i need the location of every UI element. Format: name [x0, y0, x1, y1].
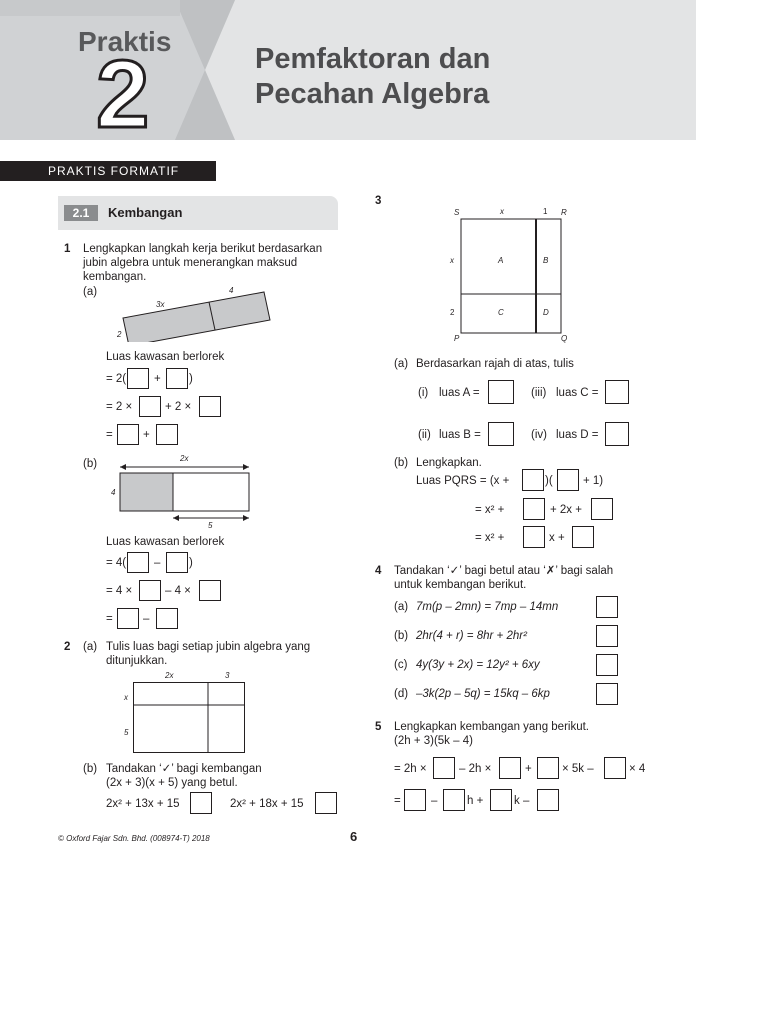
q1a-answer-box-3[interactable] — [139, 396, 161, 417]
q4-line1: Tandakan ‘✓’ bagi betul atau ‘✗’ bagi salah — [394, 565, 614, 577]
q5-row1-b: – 2h × — [459, 763, 492, 775]
q1a-answer-box-1[interactable] — [127, 368, 149, 389]
q3-corner-R: R — [561, 208, 567, 217]
q3b-line1-end: + 1) — [583, 475, 604, 487]
q2a-side-label-5: 5 — [124, 728, 129, 737]
q2b-line2: (2x + 3)(x + 5) yang betul. — [106, 777, 238, 789]
q2b-checkbox-1[interactable] — [190, 792, 212, 814]
q2-number: 2 — [64, 641, 71, 653]
q4-number: 4 — [375, 565, 382, 577]
q3a-iv-label: (iv) — [531, 429, 547, 441]
q1a-step2-prefix: = 2 × — [106, 401, 133, 413]
q4-line2: untuk kembangan berikut. — [394, 579, 527, 591]
q3-region-A: A — [498, 256, 504, 265]
q4a-label: (a) — [394, 601, 409, 613]
q3a-i-text: luas A = — [439, 387, 480, 399]
q3b-answer-box-2[interactable] — [557, 469, 579, 491]
q5-row2-d: k – — [514, 795, 530, 807]
q1a-step1-mid: + — [154, 373, 161, 385]
q4a-text: 7m(p – 2mn) = 7mp – 14mn — [416, 601, 559, 613]
q1-instruction-line2: jubin algebra untuk menerangkan maksud — [83, 257, 298, 269]
q5-row2-box-2[interactable] — [443, 789, 465, 811]
q1-number: 1 — [64, 243, 71, 255]
q3-corner-P: P — [454, 334, 460, 343]
q3-side-label-x: x — [450, 256, 454, 265]
q1b-answer-box-5[interactable] — [117, 608, 139, 629]
q1a-step2-mid: + 2 × — [165, 401, 192, 413]
q1b-top-label: 2x — [180, 454, 189, 463]
q3-region-C: C — [498, 308, 504, 317]
q1b-label: (b) — [83, 458, 98, 470]
q3a-iv-answer-box[interactable] — [605, 422, 629, 446]
q5-row2-box-1[interactable] — [404, 789, 426, 811]
q3-top-label-x: x — [500, 207, 504, 216]
q3a-iii-text: luas C = — [556, 387, 599, 399]
q3a-i-answer-box[interactable] — [488, 380, 514, 404]
q3-region-D: D — [543, 308, 549, 317]
q2a-tile-grid — [133, 682, 248, 754]
q1a-tile-diagram — [110, 282, 280, 342]
q3a-ii-text: luas B = — [439, 429, 481, 441]
copyright-text: © Oxford Fajar Sdn. Bhd. (008974-T) 2018 — [58, 834, 210, 843]
q4a-checkbox[interactable] — [596, 596, 618, 618]
q3a-iv-text: luas D = — [556, 429, 599, 441]
q1b-tile-diagram — [110, 458, 260, 528]
q5-row1-box-2[interactable] — [499, 757, 521, 779]
q1a-answer-box-2[interactable] — [166, 368, 188, 389]
q3a-ii-answer-box[interactable] — [488, 422, 514, 446]
q3b-answer-box-5[interactable] — [523, 526, 545, 548]
q4b-checkbox[interactable] — [596, 625, 618, 647]
q2a-line1: Tulis luas bagi setiap jubin algebra yang — [106, 641, 311, 653]
q5-row2-box-4[interactable] — [537, 789, 559, 811]
q1a-step3-mid: + — [143, 429, 150, 441]
q4c-checkbox[interactable] — [596, 654, 618, 676]
q2a-line2: ditunjukkan. — [106, 655, 168, 667]
q1b-answer-box-4[interactable] — [199, 580, 221, 601]
q1a-label: (a) — [83, 286, 98, 298]
q4d-text: –3k(2p – 5q) = 15kq – 6kp — [416, 688, 550, 700]
q3-side-label-2: 2 — [450, 308, 455, 317]
q3a-i-label: (i) — [418, 387, 429, 399]
q5-row1-box-1[interactable] — [433, 757, 455, 779]
q3a-text: Berdasarkan rajah di atas, tulis — [416, 358, 574, 370]
subsection-number: 2.1 — [64, 205, 98, 221]
q1a-answer-box-5[interactable] — [117, 424, 139, 445]
q4b-text: 2hr(4 + r) = 8hr + 2hr² — [416, 630, 527, 642]
q3a-ii-label: (ii) — [418, 429, 431, 441]
q1b-step1-prefix: = 4( — [106, 557, 127, 569]
q5-row1-box-3[interactable] — [537, 757, 559, 779]
q3b-label: (b) — [394, 457, 409, 469]
q1b-step3-mid: – — [143, 613, 150, 625]
q1a-step1-prefix: = 2( — [106, 373, 127, 385]
q1b-area-label: Luas kawasan berlorek — [106, 536, 225, 548]
chapter-number: 2 — [96, 41, 150, 140]
q5-number: 5 — [375, 721, 382, 733]
q1a-tile-label-4: 4 — [229, 286, 234, 295]
q5-row1-e: × 4 — [629, 763, 646, 775]
chapter-title-line1: Pemfaktoran dan — [255, 43, 491, 75]
q1a-tile-label-2: 2 — [117, 330, 122, 339]
q3b-line2-prefix: = x² + — [475, 504, 505, 516]
subsection-title: Kembangan — [108, 205, 183, 220]
q2b-line1: Tandakan ‘✓’ bagi kembangan — [106, 763, 262, 775]
q2b-checkbox-2[interactable] — [315, 792, 337, 814]
q1a-step1-end: ) — [189, 373, 193, 385]
q1b-answer-box-3[interactable] — [139, 580, 161, 601]
q2a-top-label-3: 3 — [225, 671, 230, 680]
q4b-label: (b) — [394, 630, 409, 642]
subsection-header — [58, 196, 338, 230]
q3a-iii-answer-box[interactable] — [605, 380, 629, 404]
q1b-step3-prefix: = — [106, 613, 113, 625]
q1a-area-label: Luas kawasan berlorek — [106, 351, 225, 363]
q3-number: 3 — [375, 195, 382, 207]
q5-row1-box-4[interactable] — [604, 757, 626, 779]
section-bar — [0, 161, 216, 181]
q4c-text: 4y(3y + 2x) = 12y² + 6xy — [416, 659, 540, 671]
q1a-answer-box-6[interactable] — [156, 424, 178, 445]
q3b-answer-box-1[interactable] — [522, 469, 544, 491]
q3b-line3-mid: x + — [549, 532, 565, 544]
q1b-bottom-label: 5 — [208, 521, 213, 530]
q5-row2-box-3[interactable] — [490, 789, 512, 811]
q5-row2-a: = — [394, 795, 401, 807]
q3b-answer-box-3[interactable] — [523, 498, 545, 520]
q3b-line1-prefix: Luas PQRS = (x + — [416, 475, 510, 487]
q5-line1: Lengkapkan kembangan yang berikut. — [394, 721, 590, 733]
q1b-answer-box-1[interactable] — [127, 552, 149, 573]
q5-row1-c: + — [525, 763, 532, 775]
q3b-answer-box-4[interactable] — [591, 498, 613, 520]
q1a-tile-label-3x: 3x — [156, 300, 165, 309]
q3a-iii-label: (iii) — [531, 387, 547, 399]
q5-row2-c: h + — [467, 795, 484, 807]
q3a-label: (a) — [394, 358, 409, 370]
q1b-answer-box-6[interactable] — [156, 608, 178, 629]
section-bar-label: PRAKTIS FORMATIF — [48, 164, 180, 178]
q1b-step1-end: ) — [189, 557, 193, 569]
q1a-answer-box-4[interactable] — [199, 396, 221, 417]
q3b-text: Lengkapkan. — [416, 457, 482, 469]
q3-region-B: B — [543, 256, 549, 265]
q3b-line1-mid: )( — [545, 475, 553, 487]
q3b-line3-prefix: = x² + — [475, 532, 505, 544]
q2b-option2: 2x² + 18x + 15 — [230, 798, 304, 810]
q3b-line2-mid: + 2x + — [550, 504, 582, 516]
header-banner — [0, 0, 696, 140]
q5-row1-d: × 5k – — [562, 763, 594, 775]
page-number: 6 — [350, 829, 358, 844]
q5-row2-b: – — [431, 795, 438, 807]
q1b-answer-box-2[interactable] — [166, 552, 188, 573]
q3-corner-Q: Q — [561, 334, 568, 343]
q1-instruction-line1: Lengkapkan langkah kerja berikut berdasarkan — [83, 243, 323, 255]
q1a-step3-prefix: = — [106, 429, 113, 441]
q2a-side-label-x: x — [124, 693, 128, 702]
q2a-label: (a) — [83, 641, 98, 653]
q3-rectangle-diagram — [460, 216, 564, 336]
q4d-checkbox[interactable] — [596, 683, 618, 705]
practice-word: Praktis — [78, 26, 172, 57]
q5-row1-a: = 2h × — [394, 763, 427, 775]
q4d-label: (d) — [394, 688, 409, 700]
q1b-step1-mid: – — [154, 557, 161, 569]
chapter-title-line2: Pecahan Algebra — [255, 78, 490, 110]
q1-instruction-line3: kembangan. — [83, 271, 147, 283]
q3b-answer-box-6[interactable] — [572, 526, 594, 548]
q3-corner-S: S — [454, 208, 460, 217]
q2a-top-label-2x: 2x — [165, 671, 174, 680]
q2b-label: (b) — [83, 763, 98, 775]
q3-top-label-1: 1 — [543, 207, 548, 216]
q2b-option1: 2x² + 13x + 15 — [106, 798, 180, 810]
q1b-side-label: 4 — [111, 488, 116, 497]
q1b-step2-mid: – 4 × — [165, 585, 191, 597]
q5-line2: (2h + 3)(5k – 4) — [394, 735, 473, 747]
q4c-label: (c) — [394, 659, 408, 671]
q1b-step2-prefix: = 4 × — [106, 585, 133, 597]
